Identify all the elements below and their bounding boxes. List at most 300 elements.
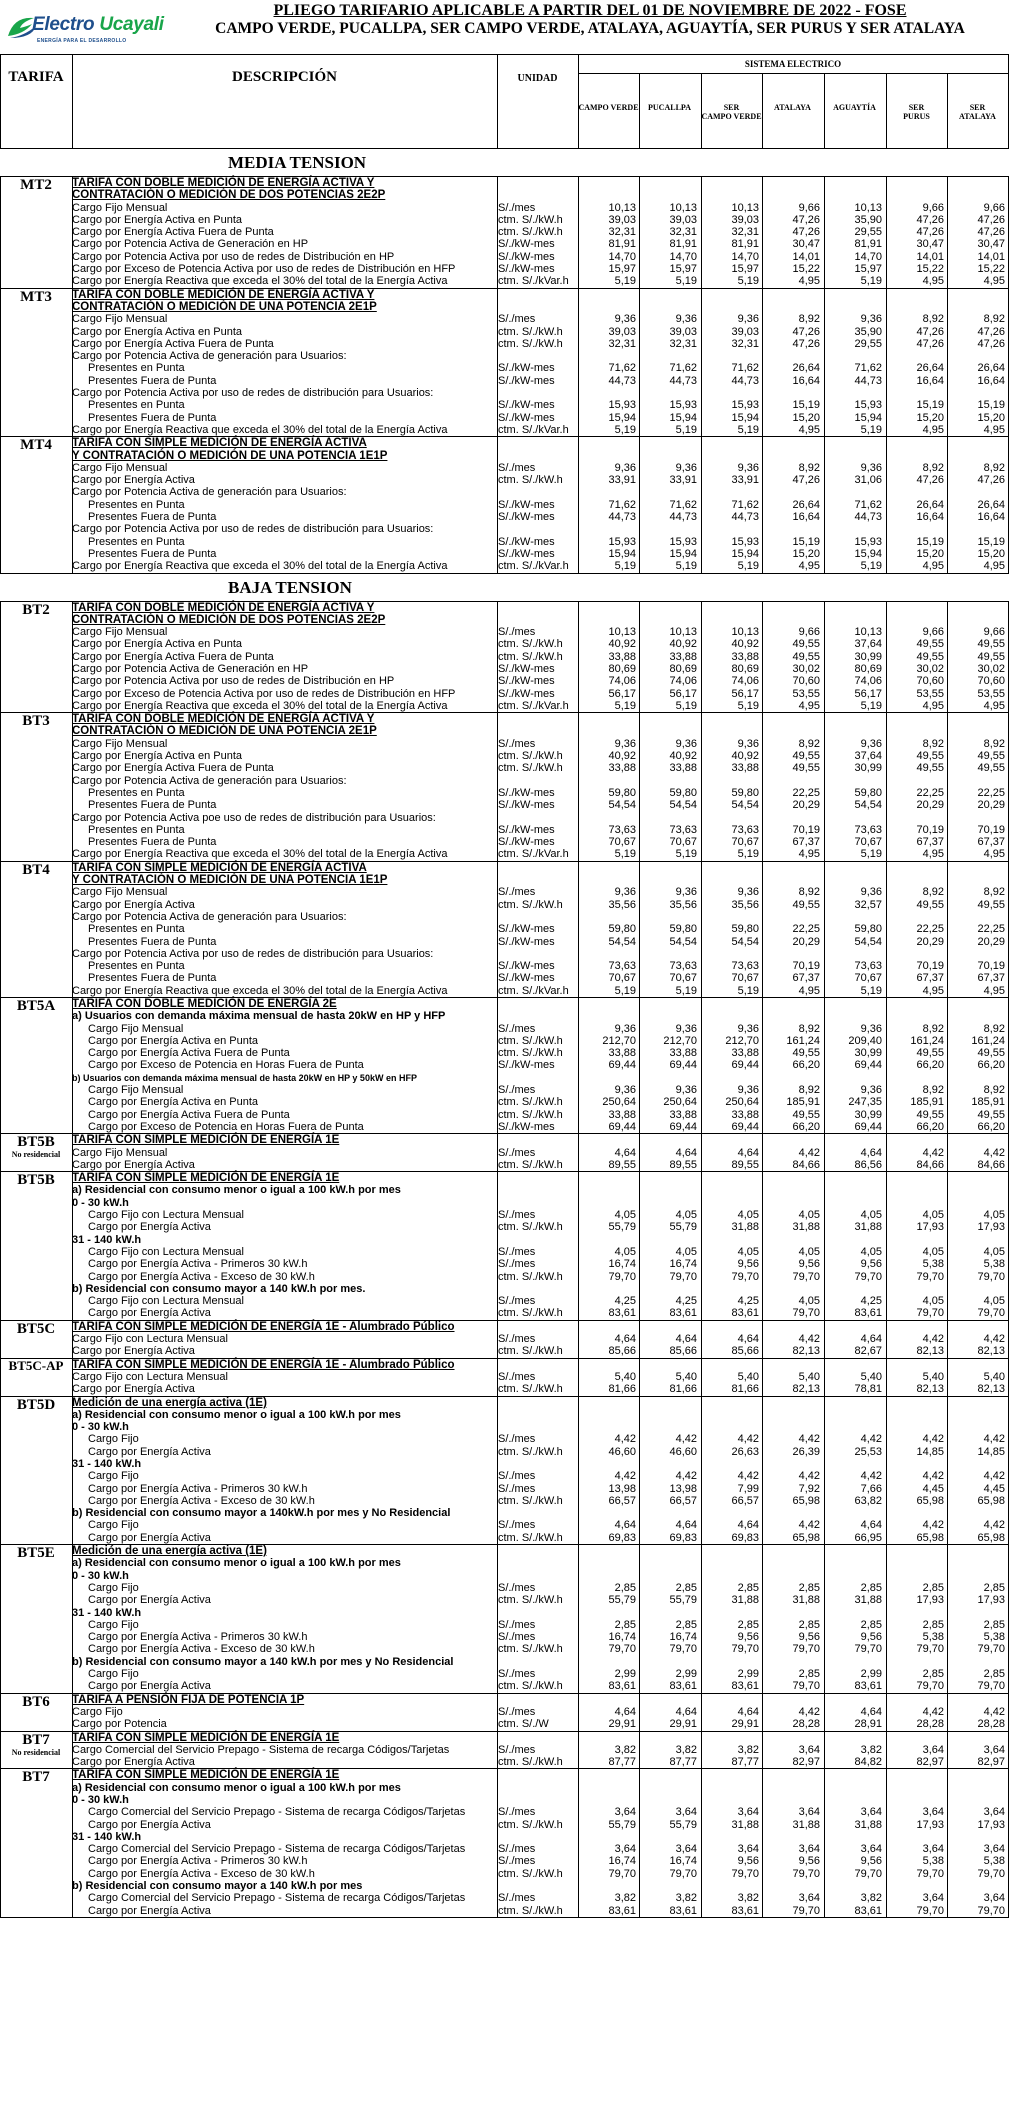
table-row xyxy=(0,972,1009,984)
tariff-value: 10,13 xyxy=(669,201,697,214)
table-row xyxy=(0,1594,1009,1606)
tariff-value: 78,81 xyxy=(854,1383,882,1396)
tariff-value: 4,42 xyxy=(798,1705,820,1718)
unit: S/./mes xyxy=(498,1258,536,1271)
tariff-value: 35,90 xyxy=(854,325,882,338)
tariff-value: 5,40 xyxy=(737,1370,759,1383)
tariff-value: 15,97 xyxy=(669,263,697,276)
unit: ctm. S/./kW.h xyxy=(498,325,563,338)
tariff-value: 81,91 xyxy=(854,238,882,251)
tariff-value: 55,79 xyxy=(608,1594,636,1607)
table-row xyxy=(0,1557,1009,1569)
tariff-value: 8,92 xyxy=(798,886,820,899)
tariff-group-title: CONTRATACIÓN O MEDICIÓN DE UNA POTENCIA 2E1P xyxy=(72,725,377,738)
tariff-value: 66,57 xyxy=(669,1494,697,1507)
tariff-value: 15,19 xyxy=(977,535,1005,548)
tariff-value: 4,42 xyxy=(922,1146,944,1159)
tariff-group xyxy=(0,437,1009,573)
tariff-value: 9,66 xyxy=(798,201,820,214)
tariff-value: 9,56 xyxy=(798,1631,820,1644)
unit: S/./mes xyxy=(498,1146,536,1159)
tariff-value: 79,70 xyxy=(977,1643,1005,1656)
tariff-value: 32,31 xyxy=(608,226,636,239)
table-row xyxy=(0,214,1009,226)
charge-description: Cargo por Energía Activa xyxy=(72,1383,195,1396)
table-row xyxy=(0,1035,1009,1047)
tariff-value: 89,55 xyxy=(669,1158,697,1171)
tariff-code: BT5D xyxy=(16,1396,56,1413)
tariff-value: 59,80 xyxy=(608,786,636,799)
table-row xyxy=(0,1307,1009,1319)
unit: ctm. S/./kVar.h xyxy=(498,699,569,712)
system-column-header: SER CAMPO VERDE xyxy=(701,103,762,122)
unit: S/./kW-mes xyxy=(498,1120,555,1133)
tariff-value: 10,13 xyxy=(731,626,759,639)
charge-description: Cargo por Potencia Activa de Generación en HP xyxy=(72,238,309,251)
tariff-value: 15,20 xyxy=(977,411,1005,424)
tariff-value: 54,54 xyxy=(669,799,697,812)
tariff-value: 53,55 xyxy=(977,687,1005,700)
charge-description: Cargo Fijo Mensual xyxy=(72,626,168,639)
tariff-value: 81,66 xyxy=(608,1383,636,1396)
tariff-value: 3,64 xyxy=(798,1806,820,1819)
tariff-group xyxy=(0,998,1009,1134)
tariff-value: 17,93 xyxy=(916,1818,944,1831)
charge-description: Cargo por Energía Activa xyxy=(72,474,195,487)
tariff-value: 3,64 xyxy=(675,1806,697,1819)
tariff-value: 44,73 xyxy=(608,374,636,387)
tariff-value: 79,70 xyxy=(977,1904,1005,1917)
table-row xyxy=(0,1333,1009,1345)
tariff-value: 9,36 xyxy=(737,461,759,474)
charge-description: b) Residencial con consumo mayor a 140kW.h por mes y No Residencial xyxy=(72,1507,451,1520)
tariff-value: 2,85 xyxy=(675,1581,697,1594)
tariff-value: 5,19 xyxy=(614,423,636,436)
charge-description: Cargo por Energía Activa Fuera de Punta xyxy=(72,650,274,663)
tariff-value: 44,73 xyxy=(731,511,759,524)
tariff-value: 87,77 xyxy=(608,1756,636,1769)
tariff-code: MT4 xyxy=(20,437,52,454)
charge-description: Cargo por Potencia Activa por uso de redes de distribución para Usuarios: xyxy=(72,387,434,400)
charge-description: 0 - 30 kW.h xyxy=(72,1569,129,1582)
tariff-value: 30,02 xyxy=(977,662,1005,675)
table-row xyxy=(0,1409,1009,1421)
tariff-value: 20,29 xyxy=(792,799,820,812)
tariff-value: 3,82 xyxy=(675,1892,697,1905)
charge-description: Cargo por Energía Activa - Primeros 30 kW.h xyxy=(88,1855,308,1868)
tariff-value: 8,92 xyxy=(983,886,1005,899)
tariff-value: 9,36 xyxy=(675,313,697,326)
unit: ctm. S/./kW.h xyxy=(498,1594,563,1607)
tariff-value: 161,24 xyxy=(910,1034,944,1047)
tariff-value: 2,99 xyxy=(860,1668,882,1681)
tariff-value: 33,88 xyxy=(731,1047,759,1060)
tariff-value: 70,67 xyxy=(608,836,636,849)
tariff-value: 70,19 xyxy=(792,823,820,836)
tariff-value: 4,05 xyxy=(860,1209,882,1222)
tariff-value: 79,70 xyxy=(608,1867,636,1880)
tariff-value: 4,64 xyxy=(675,1519,697,1532)
tariff-value: 5,19 xyxy=(860,560,882,573)
tariff-group-title: TARIFA CON DOBLE MEDICIÓN DE ENERGÍA ACTIVA Y xyxy=(72,288,375,301)
charge-description: 0 - 30 kW.h xyxy=(72,1794,129,1806)
table-row xyxy=(0,1905,1009,1917)
tariff-value: 59,80 xyxy=(854,923,882,936)
table-row xyxy=(0,1258,1009,1270)
tariff-value: 15,93 xyxy=(669,535,697,548)
tariff-value: 4,95 xyxy=(798,699,820,712)
tariff-value: 8,92 xyxy=(798,1022,820,1035)
charge-description: a) Residencial con consumo menor o igual a 100 kW.h por mes xyxy=(72,1408,401,1421)
tariff-value: 59,80 xyxy=(669,786,697,799)
table-row xyxy=(0,1643,1009,1655)
tariff-value: 83,61 xyxy=(731,1307,759,1320)
unit: S/./mes xyxy=(498,1581,536,1594)
tariff-value: 15,93 xyxy=(854,399,882,412)
tariff-value: 66,57 xyxy=(731,1494,759,1507)
tariff-value: 29,55 xyxy=(854,337,882,350)
charge-description: Cargo por Energía Activa - Exceso de 30 kW.h xyxy=(88,1867,315,1880)
tariff-value: 3,82 xyxy=(675,1743,697,1756)
table-row xyxy=(0,1197,1009,1209)
tariff-value: 4,64 xyxy=(737,1146,759,1159)
tariff-value: 49,55 xyxy=(792,650,820,663)
tariff-value: 15,97 xyxy=(731,263,759,276)
tariff-value: 2,85 xyxy=(922,1581,944,1594)
sistema-electrico-header: SISTEMA ELECTRICO xyxy=(744,59,842,69)
tariff-value: 79,70 xyxy=(608,1270,636,1283)
charge-description: Presentes Fuera de Punta xyxy=(88,935,217,948)
charge-description: Cargo por Energía Reactiva que exceda el 30% del total de la Energía Activa xyxy=(72,699,448,712)
unit: ctm. S/./kW.h xyxy=(498,1096,563,1109)
tariff-value: 56,17 xyxy=(731,687,759,700)
tariff-value: 79,70 xyxy=(916,1643,944,1656)
charge-description: Presentes en Punta xyxy=(88,923,185,936)
tariff-value: 185,91 xyxy=(971,1096,1005,1109)
unit: S/./mes xyxy=(498,1806,536,1819)
tariff-value: 4,05 xyxy=(798,1295,820,1308)
logo-tagline: ENERGÍA PARA EL DESARROLLO xyxy=(37,38,127,44)
tariff-value: 70,60 xyxy=(977,675,1005,688)
tariff-value: 16,64 xyxy=(916,374,944,387)
tariff-value: 5,19 xyxy=(737,423,759,436)
tariff-value: 79,70 xyxy=(854,1867,882,1880)
tariff-value: 66,20 xyxy=(916,1059,944,1072)
unit: ctm. S/./kW.h xyxy=(498,650,563,663)
tariff-value: 33,88 xyxy=(608,650,636,663)
tariff-value: 30,02 xyxy=(792,662,820,675)
table-row xyxy=(0,1109,1009,1121)
charge-description: Cargo Fijo xyxy=(88,1470,139,1483)
system-column-header: PUCALLPA xyxy=(648,103,691,112)
tariff-value: 71,62 xyxy=(669,362,697,375)
tariff-value: 47,26 xyxy=(977,337,1005,350)
tariff-value: 2,85 xyxy=(860,1581,882,1594)
tariff-value: 4,42 xyxy=(675,1470,697,1483)
tariff-value: 5,19 xyxy=(860,848,882,861)
table-row xyxy=(0,1880,1009,1892)
tariff-value: 71,62 xyxy=(731,498,759,511)
tariff-value: 40,92 xyxy=(669,750,697,763)
unit: S/./mes xyxy=(498,313,536,326)
unit: ctm. S/./kW.h xyxy=(498,1531,563,1544)
unit: S/./mes xyxy=(498,1433,536,1446)
tariff-subcode: No residencial xyxy=(11,1150,61,1160)
tariff-value: 8,92 xyxy=(922,461,944,474)
tariff-value: 82,13 xyxy=(977,1345,1005,1358)
tariff-value: 4,95 xyxy=(922,275,944,288)
tariff-value: 84,82 xyxy=(854,1756,882,1769)
unit: S/./kW-mes xyxy=(498,547,555,560)
tariff-value: 81,91 xyxy=(608,238,636,251)
tariff-value: 4,45 xyxy=(983,1482,1005,1495)
tariff-value: 33,88 xyxy=(731,1108,759,1121)
tariff-group-title: TARIFA CON SIMPLE MEDICIÓN DE ENERGÍA ACTIVA xyxy=(72,437,367,450)
tariff-value: 59,80 xyxy=(854,786,882,799)
charge-description: 31 - 140 kW.h xyxy=(72,1233,142,1246)
document-subtitle: CAMPO VERDE, PUCALLPA, SER CAMPO VERDE, ATALAYA, AGUAYTÍA, SER PURUS Y SER ATALAYA xyxy=(215,20,965,37)
tariff-value: 33,88 xyxy=(608,762,636,775)
tariff-value: 4,42 xyxy=(675,1433,697,1446)
tariff-value: 15,19 xyxy=(977,399,1005,412)
charge-description: Presentes Fuera de Punta xyxy=(88,374,217,387)
tariff-value: 9,36 xyxy=(737,1022,759,1035)
table-row xyxy=(0,1892,1009,1904)
tariff-value: 39,03 xyxy=(608,325,636,338)
charge-description: Presentes Fuera de Punta xyxy=(88,799,217,812)
tariff-value: 161,24 xyxy=(786,1034,820,1047)
tariff-value: 28,28 xyxy=(792,1718,820,1731)
tariff-value: 4,25 xyxy=(737,1295,759,1308)
tariff-value: 14,70 xyxy=(854,250,882,263)
table-row xyxy=(0,1532,1009,1544)
tariff-value: 69,44 xyxy=(608,1120,636,1133)
tariff-value: 26,64 xyxy=(977,362,1005,375)
tariff-value: 14,01 xyxy=(916,250,944,263)
tariff-value: 28,28 xyxy=(916,1718,944,1731)
tariff-value: 10,13 xyxy=(608,626,636,639)
tariff-group xyxy=(0,1732,1009,1770)
tariff-value: 73,63 xyxy=(608,960,636,973)
charge-description: Cargo Fijo con Lectura Mensual xyxy=(88,1245,244,1258)
unit: ctm. S/./kW.h xyxy=(498,1445,563,1458)
tariff-group-title: Medición de una energía activa (1E) xyxy=(72,1396,267,1409)
tariff-value: 71,62 xyxy=(854,362,882,375)
charge-description: Cargo por Exceso de Potencia en Horas Fuera de Punta xyxy=(88,1120,364,1133)
charge-description: Cargo por Energía Activa - Primeros 30 kW.h xyxy=(88,1631,308,1644)
tariff-value: 16,64 xyxy=(792,374,820,387)
tariff-group-title: TARIFA CON SIMPLE MEDICIÓN DE ENERGÍA ACTIVA xyxy=(72,861,367,874)
table-row xyxy=(0,1570,1009,1582)
unit: S/./kW-mes xyxy=(498,687,555,700)
tariff-value: 20,29 xyxy=(977,799,1005,812)
tariff-value: 4,42 xyxy=(922,1519,944,1532)
charge-description: Cargo por Potencia Activa por uso de redes de distribución para Usuarios: xyxy=(72,947,434,960)
descripcion-header: DESCRIPCIÓN xyxy=(231,69,337,85)
charge-description: Presentes en Punta xyxy=(88,362,185,375)
charge-description: Presentes Fuera de Punta xyxy=(88,411,217,424)
tariff-value: 2,85 xyxy=(675,1618,697,1631)
table-row xyxy=(0,1744,1009,1756)
unit: S/./mes xyxy=(498,1892,536,1905)
tariff-value: 32,31 xyxy=(731,226,759,239)
table-row xyxy=(0,1184,1009,1196)
charge-description: a) Residencial con consumo menor o igual a 100 kW.h por mes xyxy=(72,1557,401,1570)
table-row xyxy=(0,1631,1009,1643)
tariff-value: 65,98 xyxy=(916,1531,944,1544)
charge-description: Cargo por Potencia Activa de generación para Usuarios: xyxy=(72,486,347,499)
tariff-value: 9,66 xyxy=(983,201,1005,214)
tariff-group-title: CONTRATACIÓN O MEDICIÓN DE UNA POTENCIA 2E1P xyxy=(72,300,377,313)
charge-description: Cargo por Energía Activa Fuera de Punta xyxy=(72,226,274,239)
tariff-value: 82,13 xyxy=(977,1383,1005,1396)
tariff-value: 4,05 xyxy=(737,1209,759,1222)
charge-description: Presentes Fuera de Punta xyxy=(88,547,217,560)
tariff-value: 47,26 xyxy=(792,337,820,350)
table-row xyxy=(0,1271,1009,1283)
table-row xyxy=(0,675,1009,687)
tariff-value: 47,26 xyxy=(977,325,1005,338)
charge-description: 31 - 140 kW.h xyxy=(72,1830,142,1843)
tariff-value: 5,38 xyxy=(983,1855,1005,1868)
tariff-value: 83,61 xyxy=(608,1904,636,1917)
tariff-value: 73,63 xyxy=(731,823,759,836)
tariff-value: 15,97 xyxy=(608,263,636,276)
tariff-value: 69,44 xyxy=(608,1059,636,1072)
tariff-value: 65,98 xyxy=(977,1531,1005,1544)
tariff-value: 3,64 xyxy=(922,1743,944,1756)
tariff-value: 9,66 xyxy=(983,626,1005,639)
charge-description: Cargo por Potencia Activa por uso de redes de Distribución en HP xyxy=(72,675,395,688)
tariff-code: BT2 xyxy=(22,601,50,618)
tariff-value: 5,38 xyxy=(922,1258,944,1271)
tariff-value: 5,40 xyxy=(922,1370,944,1383)
unit: ctm. S/./kW.h xyxy=(498,213,563,226)
tariff-value: 30,47 xyxy=(792,238,820,251)
tariff-value: 9,66 xyxy=(798,626,820,639)
table-row xyxy=(0,1096,1009,1108)
table-row xyxy=(0,1047,1009,1059)
tariff-value: 29,91 xyxy=(669,1718,697,1731)
tariff-value: 5,19 xyxy=(737,699,759,712)
tariff-value: 10,13 xyxy=(854,626,882,639)
table-row xyxy=(0,474,1009,486)
tariff-value: 79,70 xyxy=(792,1867,820,1880)
tariff-value: 4,64 xyxy=(675,1146,697,1159)
tariff-value: 250,64 xyxy=(725,1096,759,1109)
tariff-value: 4,05 xyxy=(737,1245,759,1258)
tariff-value: 5,19 xyxy=(675,560,697,573)
tariff-value: 15,94 xyxy=(731,547,759,560)
table-row xyxy=(0,486,1009,498)
tariff-value: 74,06 xyxy=(669,675,697,688)
tariff-value: 49,55 xyxy=(916,650,944,663)
tariff-value: 31,88 xyxy=(854,1221,882,1234)
unit: S/./mes xyxy=(498,1631,536,1644)
unit: ctm. S/./kW.h xyxy=(498,337,563,350)
tariff-value: 212,70 xyxy=(725,1034,759,1047)
unit: S/./kW-mes xyxy=(498,250,555,263)
tariff-value: 49,55 xyxy=(916,762,944,775)
tariff-value: 79,70 xyxy=(608,1643,636,1656)
tariff-value: 14,70 xyxy=(669,250,697,263)
unit: S/./mes xyxy=(498,1084,536,1097)
tariff-value: 69,44 xyxy=(669,1059,697,1072)
tariff-value: 44,73 xyxy=(731,374,759,387)
unit: S/./mes xyxy=(498,1668,536,1681)
tariff-value: 250,64 xyxy=(663,1096,697,1109)
tariff-value: 15,22 xyxy=(977,263,1005,276)
tariff-value: 82,97 xyxy=(977,1756,1005,1769)
tariff-value: 22,25 xyxy=(977,786,1005,799)
tariff-value: 49,55 xyxy=(916,1108,944,1121)
tariff-value: 33,88 xyxy=(608,1047,636,1060)
tariff-value: 15,20 xyxy=(792,411,820,424)
tariff-value: 53,55 xyxy=(792,687,820,700)
tariff-value: 15,20 xyxy=(916,547,944,560)
tariff-value: 83,61 xyxy=(669,1680,697,1693)
tariff-value: 66,95 xyxy=(854,1531,882,1544)
charge-description: Cargo por Energía Activa xyxy=(88,1531,211,1544)
table-row xyxy=(0,1582,1009,1594)
system-column-header: SER ATALAYA xyxy=(959,103,996,122)
tariff-value: 49,55 xyxy=(977,650,1005,663)
tariff-group xyxy=(0,1359,1009,1397)
charge-description: Cargo por Potencia Activa poe uso de redes de distribución para Usuarios: xyxy=(72,811,436,824)
tariff-value: 31,06 xyxy=(854,474,882,487)
tariff-value: 15,20 xyxy=(977,547,1005,560)
tariff-value: 54,54 xyxy=(608,935,636,948)
charge-description: Cargo por Potencia Activa de Generación en HP xyxy=(72,662,309,675)
table-row xyxy=(0,1843,1009,1855)
charge-description: Cargo Comercial del Servicio Prepago - Sistema de recarga Códigos/Tarjetas xyxy=(88,1843,466,1856)
tariff-value: 2,85 xyxy=(983,1581,1005,1594)
tariff-value: 4,05 xyxy=(675,1245,697,1258)
charge-description: Cargo Fijo xyxy=(72,1705,123,1718)
tariff-value: 15,97 xyxy=(854,263,882,276)
tariff-value: 49,55 xyxy=(916,1047,944,1060)
tariff-value: 81,66 xyxy=(731,1383,759,1396)
tariff-value: 79,70 xyxy=(916,1680,944,1693)
table-row xyxy=(0,1421,1009,1433)
tariff-value: 3,82 xyxy=(860,1892,882,1905)
tariff-value: 4,05 xyxy=(922,1209,944,1222)
unit: S/./kW-mes xyxy=(498,498,555,511)
tariff-value: 9,36 xyxy=(675,1022,697,1035)
tariff-value: 49,55 xyxy=(977,638,1005,651)
charge-description: Presentes en Punta xyxy=(88,960,185,973)
tariff-value: 83,61 xyxy=(731,1680,759,1693)
tariff-value: 70,67 xyxy=(731,836,759,849)
tariff-value: 30,99 xyxy=(854,650,882,663)
tariff-value: 4,42 xyxy=(798,1146,820,1159)
tariff-value: 15,22 xyxy=(792,263,820,276)
tariff-value: 79,70 xyxy=(792,1680,820,1693)
tariff-code: BT5C-AP xyxy=(8,1357,64,1373)
charge-description: Cargo por Energía Activa xyxy=(88,1445,211,1458)
tariff-value: 20,29 xyxy=(916,799,944,812)
tariff-value: 14,85 xyxy=(977,1445,1005,1458)
tariff-value: 63,82 xyxy=(854,1494,882,1507)
table-row xyxy=(0,1806,1009,1818)
tariff-value: 5,40 xyxy=(675,1370,697,1383)
unit: S/./mes xyxy=(498,1482,536,1495)
tariff-value: 9,36 xyxy=(860,737,882,750)
tariff-value: 67,37 xyxy=(977,836,1005,849)
tariff-value: 5,19 xyxy=(614,848,636,861)
tariff-value: 10,13 xyxy=(669,626,697,639)
tariff-group xyxy=(0,1545,1009,1694)
